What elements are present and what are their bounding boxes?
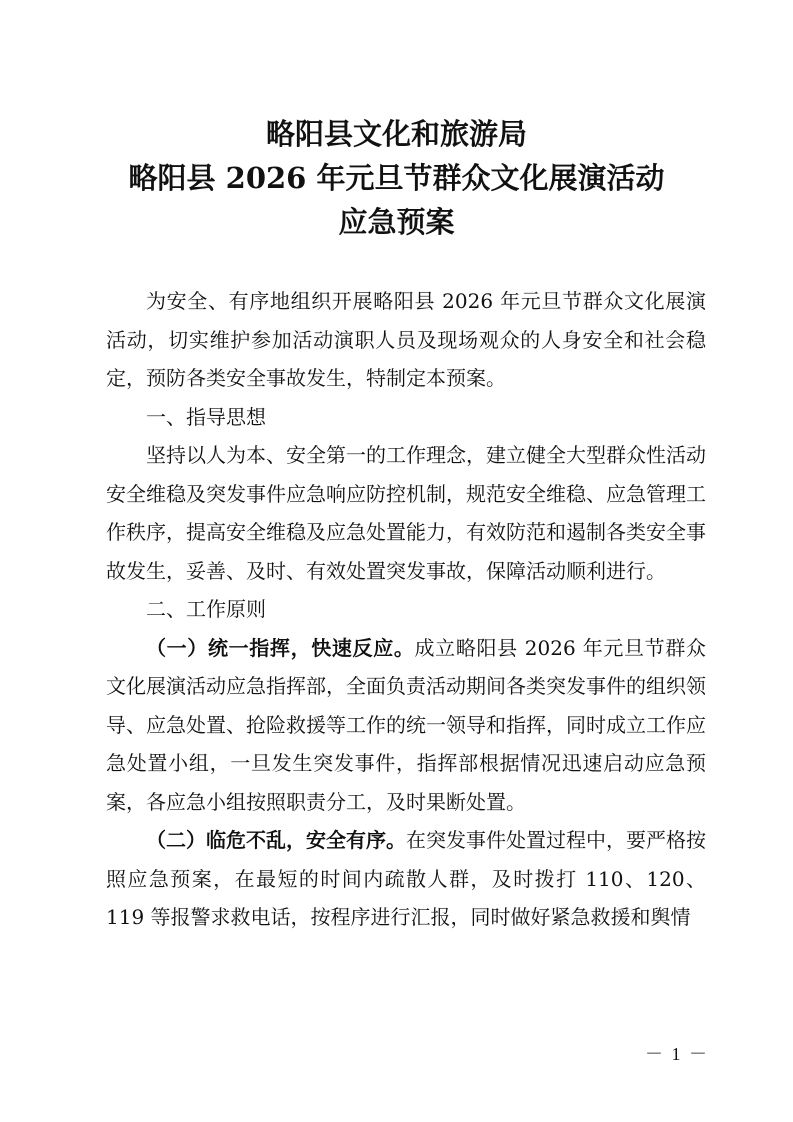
principle-item-2-lead: （二）临危不乱，安全有序。: [146, 828, 406, 852]
principle-item-1: [106, 629, 706, 822]
principle-item-1-text: 成立略阳县 2026 年元旦节群众文化展演活动应急指挥部，全面负责活动期间各类突发事件的组织领导、应急处置、抢险救援等工作的统一领导和指挥，同时成立工作应急处置小组，一旦发生突发事件，指挥部根据情况迅速启动应急预案，各应急小组按照职责分工，及时果断处置。: [106, 635, 706, 814]
principle-item-2-text: 在突发事件处置过程中，要严格按照应急预案，在最短的时间内疏散人群，及时拨打 110、120、119 等报警求救电话，按程序进行汇报，同时做好紧急救援和舆情: [106, 828, 706, 929]
document-title: [0, 112, 793, 244]
principle-item-2: [106, 821, 706, 937]
section-heading-guiding-ideology: 一、指导思想: [146, 404, 266, 429]
intro-paragraph: 为安全、有序地组织开展略阳县 2026 年元旦节群众文化展演活动，切实维护参加活动演职人员及现场观众的人身安全和社会稳定，预防各类安全事故发生，特制定本预案。: [106, 289, 706, 390]
section-heading-work-principles: 二、工作原则: [146, 597, 266, 621]
guiding-ideology-paragraph: 坚持以人为本、安全第一的工作理念，建立健全大型群众性活动安全维稳及突发事件应急响应防控机制，规范安全维稳、应急管理工作秩序，提高安全维稳及应急处置能力，有效防范和遏制各类安全事故发生，妥善、及时、有效处置突发事故，保障活动顺利进行。: [106, 443, 706, 583]
document-body: [106, 282, 706, 937]
title-line-issuer: 略阳县文化和旅游局: [265, 117, 527, 151]
title-line-event: 略阳县 2026 年元旦节群众文化展演活动: [128, 161, 665, 195]
page-number: － 1 －: [645, 1044, 709, 1064]
principle-item-1-lead: （一）统一指挥，快速反应。: [146, 635, 415, 660]
title-line-doc-type: 应急预案: [338, 205, 455, 239]
